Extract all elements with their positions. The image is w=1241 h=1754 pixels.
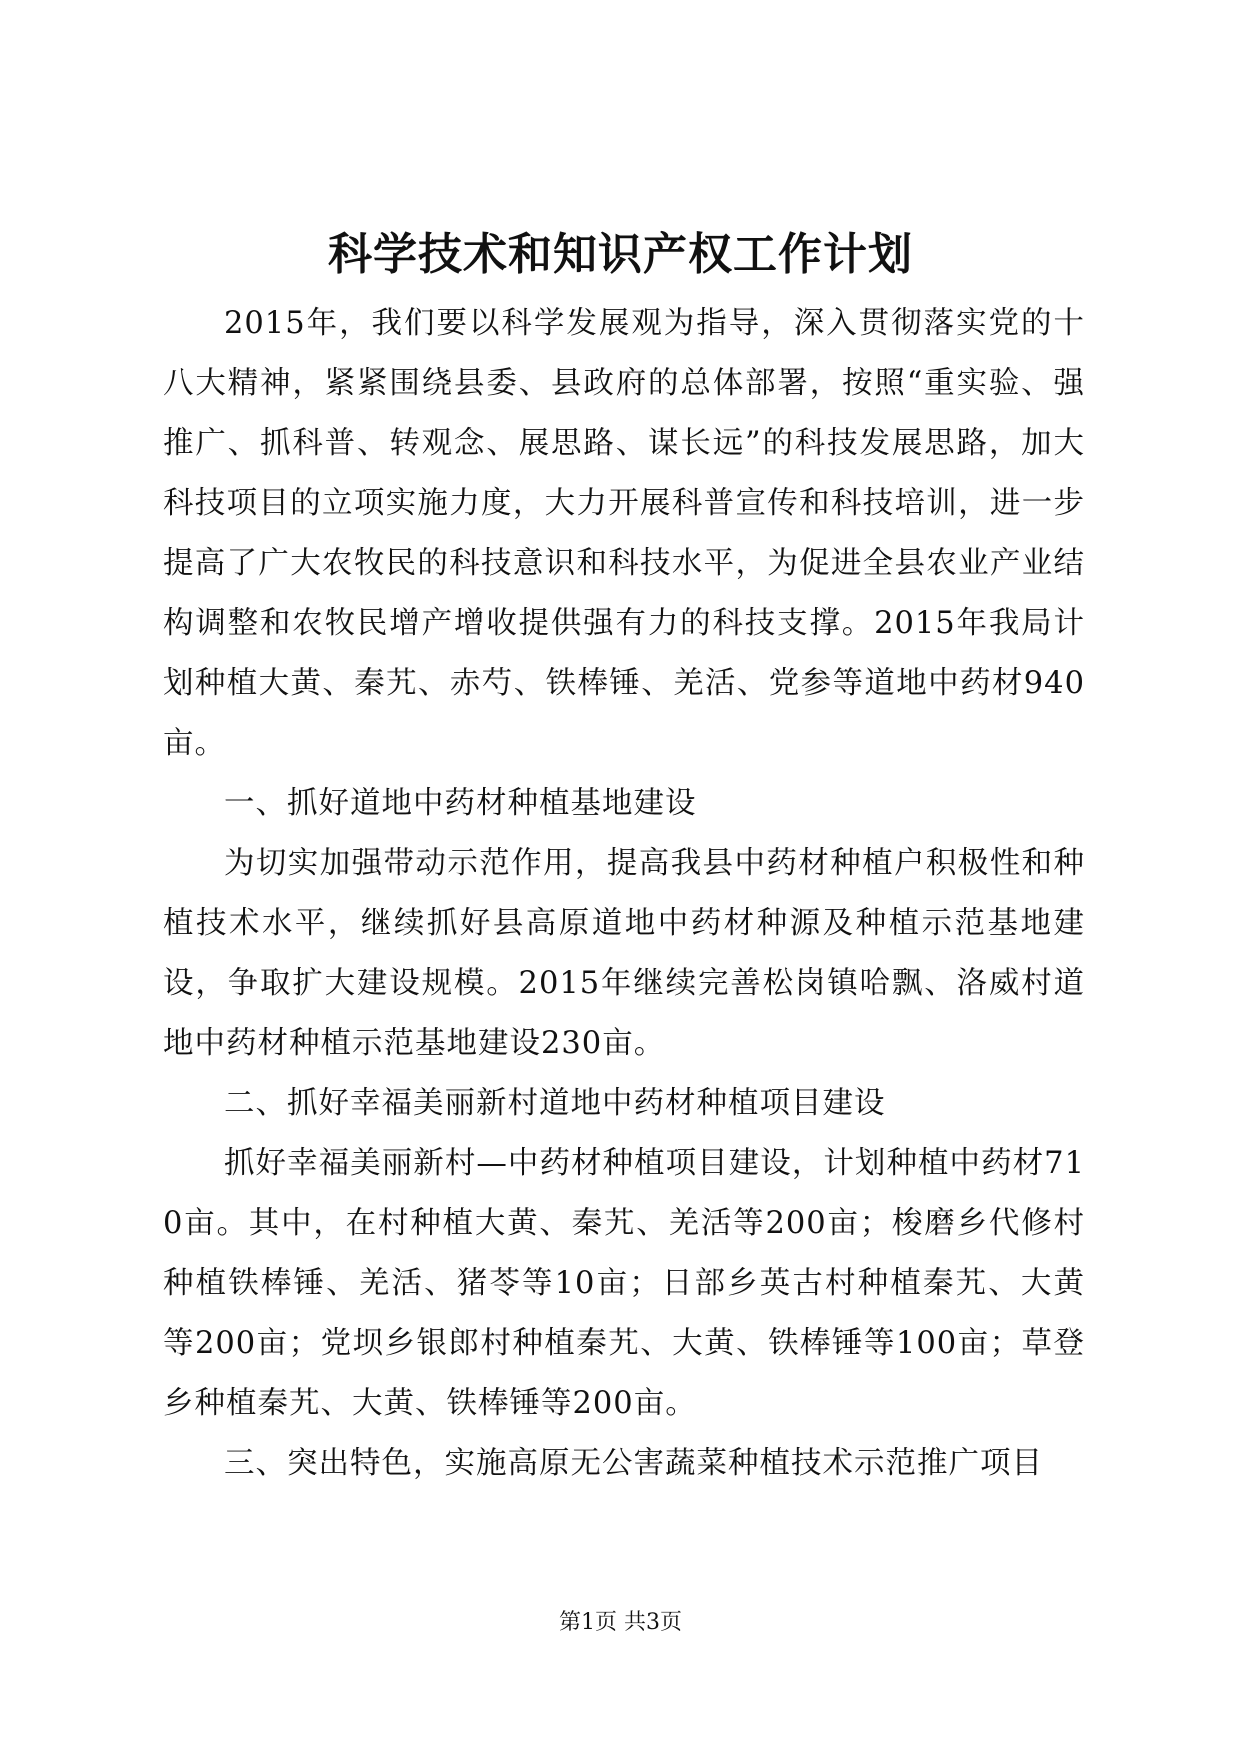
page-number-footer: 第1页 共3页: [559, 1610, 682, 1635]
section-heading-1: 一、抓好道地中药材种植基地建设: [224, 786, 697, 821]
document-body: [163, 294, 1085, 1494]
paragraph-intro: 2015年，我们要以科学发展观为指导，深入贯彻落实党的十八大精神，紧紧围绕县委、县政府的总体部署，按照“重实验、强推广、抓科普、转观念、展思路、谋长远”的科技发展思路，加大科技项目的立项实施力度，大力开展科普宣传和科技培训，进一步提高了广大农牧民的科技意识和科技水平，为促进全县农业产业结构调整和农牧民增产增收提供强有力的科技支撑。2015年我局计划种植大黄、秦艽、赤芍、铁棒锤、羌活、党参等道地中药材940亩。: [163, 306, 1085, 761]
document-title: 科学技术和知识产权工作计划: [328, 229, 913, 280]
section-heading-2: 二、抓好幸福美丽新村道地中药材种植项目建设: [224, 1086, 886, 1121]
paragraph-section-1: 为切实加强带动示范作用，提高我县中药材种植户积极性和种植技术水平，继续抓好县高原道地中药材种源及种植示范基地建设，争取扩大建设规模。2015年继续完善松岗镇哈飘、洛威村道地中药材种植示范基地建设230亩。: [163, 846, 1085, 1061]
section-heading-3: 三、突出特色，实施高原无公害蔬菜种植技术示范推广项目: [224, 1446, 1043, 1481]
paragraph-section-2: 抓好幸福美丽新村—中药材种植项目建设，计划种植中药材710亩。其中，在村种植大黄、秦艽、羌活等200亩；梭磨乡代修村种植铁棒锤、羌活、猪苓等10亩；日部乡英古村种植秦艽、大黄等200亩；党坝乡银郎村种植秦艽、大黄、铁棒锤等100亩；草登乡种植秦艽、大黄、铁棒锤等200亩。: [163, 1146, 1085, 1421]
